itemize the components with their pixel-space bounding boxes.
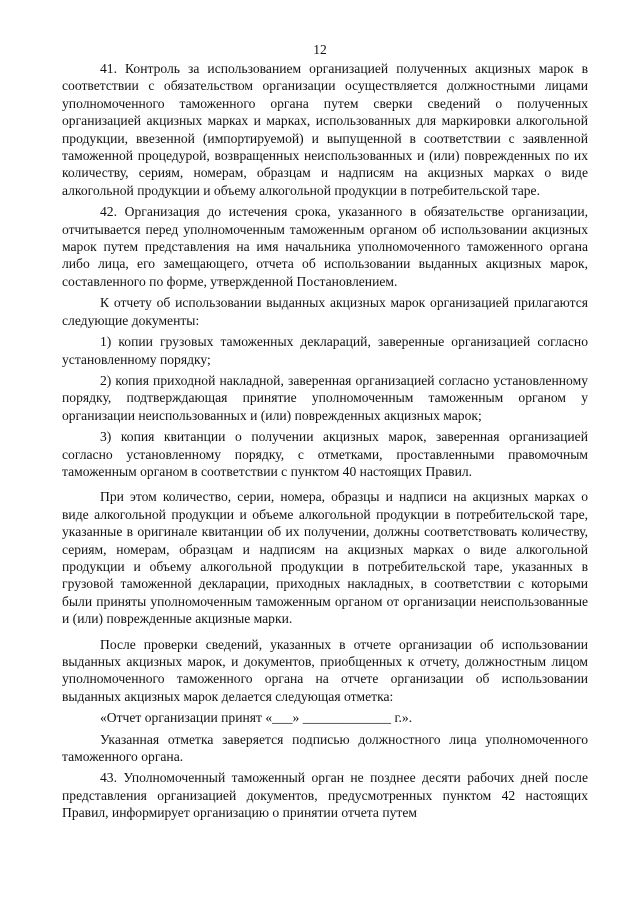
page-number: 12 (313, 42, 327, 57)
paragraph-mark-certification: Указанная отметка заверяется подписью должностного лица уполномоченного таможенного органа. (62, 731, 588, 765)
paragraph-42: 42. Организация до истечения срока, указанного в обязательстве организации, отчитывается перед уполномоченным таможенным органом об использовании акцизных марок путем представления на имя начальника уполномоченного таможенного органа либо лица, его замещающего, отчета об использовании выданных акцизных марок, составленного по форме, утвержденной Постановлением. (62, 204, 588, 289)
paragraph-after-verification: После проверки сведений, указанных в отчете организации об использовании выданных акцизных марок, и документов, приобщенных к отчету, должностным лицом уполномоченного таможенного органа на отчете организации об использовании выданных акцизных марок делается следующая отметка: (62, 636, 588, 704)
paragraph-marks-correspondence: При этом количество, серии, номера, образцы и надписи на акцизных марках о виде алкогольной продукции и объеме алкогольной продукции в потребительской таре, указанные в оригинале квитанции об их получении, должны соответствовать количеству, сериям, номерам, образцам и надписям на акцизных марках о виде алкогольной продукции и объему алкогольной продукции в потребительской таре, указанных в грузовой таможенной декларации, приходных накладных, в соответствии с которыми были приняты уполномоченным таможенным органом от организации неиспользованные и (или) поврежденные акцизные марки. (62, 489, 588, 627)
paragraph-report-attachments-intro: К отчету об использовании выданных акцизных марок организацией прилагаются следующие документы: (62, 295, 588, 328)
report-acceptance-mark: «Отчет организации принят «___» _____________ г.». (100, 710, 413, 726)
list-item-2: 2) копия приходной накладной, заверенная организацией согласно установленному порядку, подтверждающая принятие уполномоченным таможенным органом у организации неиспользованных и (или) поврежденных акцизных марок; (62, 372, 588, 423)
paragraph-43: 43. Уполномоченный таможенный орган не позднее десяти рабочих дней после представления организацией документов, предусмотренных пунктом 42 настоящих Правил, информирует организацию о принятии отчета путем (62, 770, 588, 821)
document-body (62, 60, 588, 822)
list-item-3: 3) копия квитанции о получении акцизных марок, заверенная организацией согласно установленному порядку, с отметками, проставленными правомочным таможенным органом в соответствии с пунктом 40 настоящих Правил. (62, 429, 588, 479)
list-item-1: 1) копии грузовых таможенных деклараций, заверенные организацией согласно установленному порядку; (62, 334, 588, 367)
paragraph-41: 41. Контроль за использованием организацией полученных акцизных марок в соответствии с обязательством организации осуществляется должностными лицами уполномоченного таможенного органа путем сверки сведений о полученных организацией акцизных марках и марках, использованных для маркировки алкогольной продукции, ввезенной (импортируемой) и выпущенной в соответствии с заявленной таможенной процедурой, возвращенных неиспользованных и (или) поврежденных по их количеству, сериям, номерам, образцам и надписям на акцизных марках о виде алкогольной продукции и объему алкогольной продукции в потребительской таре. (62, 61, 588, 198)
